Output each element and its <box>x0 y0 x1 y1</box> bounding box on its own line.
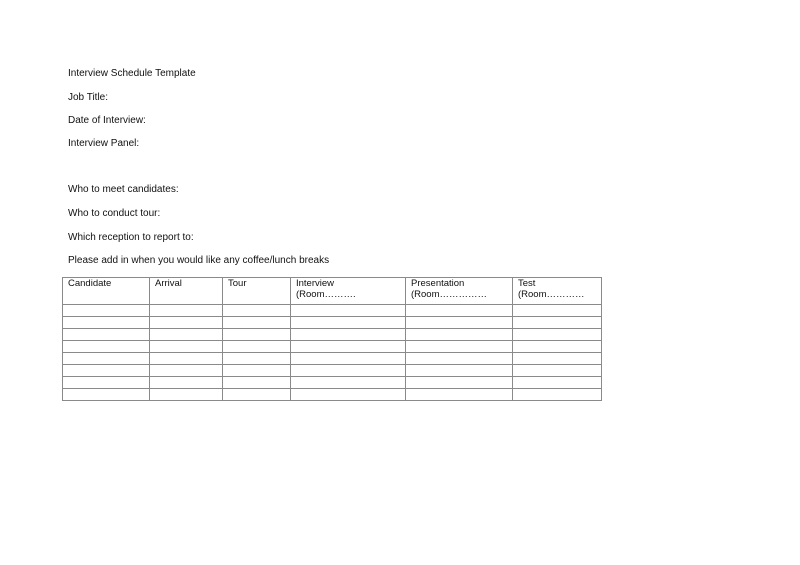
cell-candidate[interactable] <box>63 389 150 401</box>
table-row <box>63 341 602 353</box>
date-of-interview-label: Date of Interview: <box>68 115 146 126</box>
table-row <box>63 353 602 365</box>
cell-presentation[interactable] <box>406 353 513 365</box>
cell-arrival[interactable] <box>150 341 223 353</box>
table-row <box>63 389 602 401</box>
cell-candidate[interactable] <box>63 329 150 341</box>
cell-tour[interactable] <box>223 305 291 317</box>
header-presentation-room: (Room…………… <box>411 288 488 300</box>
cell-candidate[interactable] <box>63 353 150 365</box>
header-arrival <box>150 278 223 305</box>
cell-arrival[interactable] <box>150 305 223 317</box>
cell-interview[interactable] <box>291 389 406 401</box>
cell-arrival[interactable] <box>150 389 223 401</box>
cell-tour[interactable] <box>223 365 291 377</box>
cell-candidate[interactable] <box>63 341 150 353</box>
cell-interview[interactable] <box>291 329 406 341</box>
reception-label: Which reception to report to: <box>68 232 194 243</box>
cell-test[interactable] <box>513 365 602 377</box>
header-presentation <box>406 278 513 305</box>
header-test <box>513 278 602 305</box>
table-row <box>63 329 602 341</box>
cell-tour[interactable] <box>223 317 291 329</box>
who-meet-candidates-label: Who to meet candidates: <box>68 184 179 195</box>
header-presentation-label: Presentation <box>411 278 465 289</box>
cell-presentation[interactable] <box>406 365 513 377</box>
cell-tour[interactable] <box>223 329 291 341</box>
cell-presentation[interactable] <box>406 305 513 317</box>
cell-tour[interactable] <box>223 341 291 353</box>
header-candidate <box>63 278 150 305</box>
table-row <box>63 377 602 389</box>
who-conduct-tour-label: Who to conduct tour: <box>68 208 161 219</box>
table-row <box>63 305 602 317</box>
cell-interview[interactable] <box>291 365 406 377</box>
breaks-note: Please add in when you would like any coffee/lunch breaks <box>68 255 330 266</box>
header-interview-room: (Room………. <box>296 288 356 300</box>
cell-interview[interactable] <box>291 317 406 329</box>
header-test-room: (Room………… <box>518 288 585 300</box>
cell-test[interactable] <box>513 317 602 329</box>
cell-interview[interactable] <box>291 341 406 353</box>
header-arrival-label: Arrival <box>155 278 182 289</box>
cell-arrival[interactable] <box>150 365 223 377</box>
table-row <box>63 365 602 377</box>
cell-interview[interactable] <box>291 353 406 365</box>
cell-interview[interactable] <box>291 305 406 317</box>
cell-arrival[interactable] <box>150 353 223 365</box>
cell-tour[interactable] <box>223 377 291 389</box>
cell-test[interactable] <box>513 353 602 365</box>
cell-tour[interactable] <box>223 353 291 365</box>
table-row <box>63 317 602 329</box>
cell-arrival[interactable] <box>150 317 223 329</box>
cell-candidate[interactable] <box>63 377 150 389</box>
cell-candidate[interactable] <box>63 365 150 377</box>
cell-arrival[interactable] <box>150 329 223 341</box>
header-tour <box>223 278 291 305</box>
cell-presentation[interactable] <box>406 389 513 401</box>
cell-interview[interactable] <box>291 377 406 389</box>
cell-test[interactable] <box>513 377 602 389</box>
cell-test[interactable] <box>513 389 602 401</box>
table-header-row <box>63 278 602 305</box>
cell-test[interactable] <box>513 341 602 353</box>
cell-presentation[interactable] <box>406 317 513 329</box>
cell-test[interactable] <box>513 329 602 341</box>
header-interview <box>291 278 406 305</box>
document-title: Interview Schedule Template <box>68 68 196 79</box>
header-test-label: Test <box>518 278 536 289</box>
cell-presentation[interactable] <box>406 341 513 353</box>
header-candidate-label: Candidate <box>68 278 112 289</box>
cell-presentation[interactable] <box>406 329 513 341</box>
table-body <box>63 305 602 401</box>
job-title-label: Job Title: <box>68 92 109 103</box>
cell-arrival[interactable] <box>150 377 223 389</box>
cell-test[interactable] <box>513 305 602 317</box>
header-interview-label: Interview <box>296 278 335 289</box>
schedule-table <box>62 277 602 401</box>
header-tour-label: Tour <box>228 278 247 289</box>
interview-panel-label: Interview Panel: <box>68 138 140 149</box>
cell-presentation[interactable] <box>406 377 513 389</box>
cell-candidate[interactable] <box>63 305 150 317</box>
cell-tour[interactable] <box>223 389 291 401</box>
cell-candidate[interactable] <box>63 317 150 329</box>
